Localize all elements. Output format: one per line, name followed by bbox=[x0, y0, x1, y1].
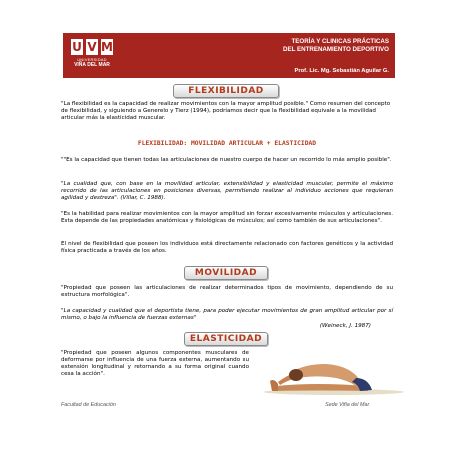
elasticidad-text: "Propiedad que poseen algunos componentes musculares de deformarse por influencia de una fuerza externa, aumentando su extensión longitudinal y retornando a su forma original cuando cesa la acción". bbox=[61, 350, 249, 377]
author-name: Prof. Lic. Mg. Sebastián Aguilar G. bbox=[294, 68, 389, 74]
header-banner bbox=[63, 33, 395, 78]
footer-campus: Sede Viña del Mar bbox=[325, 402, 370, 408]
logo-letter-v: V bbox=[87, 40, 97, 54]
badge-flexibilidad: FLEXIBILIDAD bbox=[173, 84, 279, 98]
flexibilidad-closing: El nivel de flexibilidad que poseen los individuos está directamente relacionado con factores genéticos y la actividad física practicada a través de los años. bbox=[61, 241, 393, 254]
flexibilidad-quote-2: "La cualidad que, con base en la movilidad articular, extensibilidad y elasticidad muscular, permite el máximo recorrido de las articulaciones en posiciones diversas, permitiendo realizar al individuo acciones que requieran agilidad y destreza". (Villar, C. 1988). bbox=[61, 181, 393, 201]
flexibilidad-quote-3: "Es la habilidad para realizar movimientos con la mayor amplitud sin forzar excesivamente músculos y articulaciones. Esta depende de las propiedades anatómicas y fisiológicas de músculos; así como también de sus articulaciones". bbox=[61, 211, 393, 224]
movilidad-citation: (Weineck, J. 1987) bbox=[319, 323, 371, 329]
course-title-line2: DEL ENTRENAMIENTO DEPORTIVO bbox=[283, 46, 389, 53]
course-title-line1: TEORÍA Y CLINICAS PRÁCTICAS bbox=[291, 38, 389, 45]
footer-faculty: Facultad de Educación bbox=[61, 402, 116, 408]
movilidad-text-2: "La capacidad y cualidad que el deportista tiene, para poder ejecutar movimientos de gran amplitud articular por sí mismo, o bajo la influencia de fuerzas externas" bbox=[61, 308, 393, 321]
flexibilidad-subheading: FLEXIBILIDAD: MOVILIDAD ARTICULAR + ELASTICIDAD bbox=[137, 140, 317, 147]
flexibilidad-quote-1: ""Es la capacidad que tienen todas las articulaciones de nuestro cuerpo de hacer un recorrido lo más amplio posible". bbox=[61, 157, 392, 163]
uvm-logo bbox=[67, 37, 117, 75]
badge-movilidad: MOVILIDAD bbox=[184, 266, 268, 280]
flexibilidad-intro: "La flexibilidad es la capacidad de realizar movimientos con la mayor amplitud posible." Como resumen del concepto de flexibilidad, y siguiendo a Generelo y Tierz (1994), podríamos decir que la flexibilidad equivale a la movilidad articular más la elasticidad muscular. bbox=[61, 101, 391, 121]
course-title bbox=[283, 38, 389, 54]
badge-elasticidad: ELASTICIDAD bbox=[184, 332, 268, 346]
logo-subtitle-city: VIÑA DEL MAR bbox=[74, 62, 110, 68]
logo-letter-m: M bbox=[101, 40, 113, 54]
logo-letter-u: U bbox=[72, 40, 82, 54]
logo-mark bbox=[67, 39, 117, 55]
logo-subtitle: UNIVERSIDAD bbox=[77, 57, 107, 62]
movilidad-text-1: "Propiedad que poseen las articulaciones de realizar determinados tipos de movimiento, dependiendo de su estructura morfológica". bbox=[61, 285, 393, 298]
stretching-athlete-photo bbox=[256, 348, 406, 396]
